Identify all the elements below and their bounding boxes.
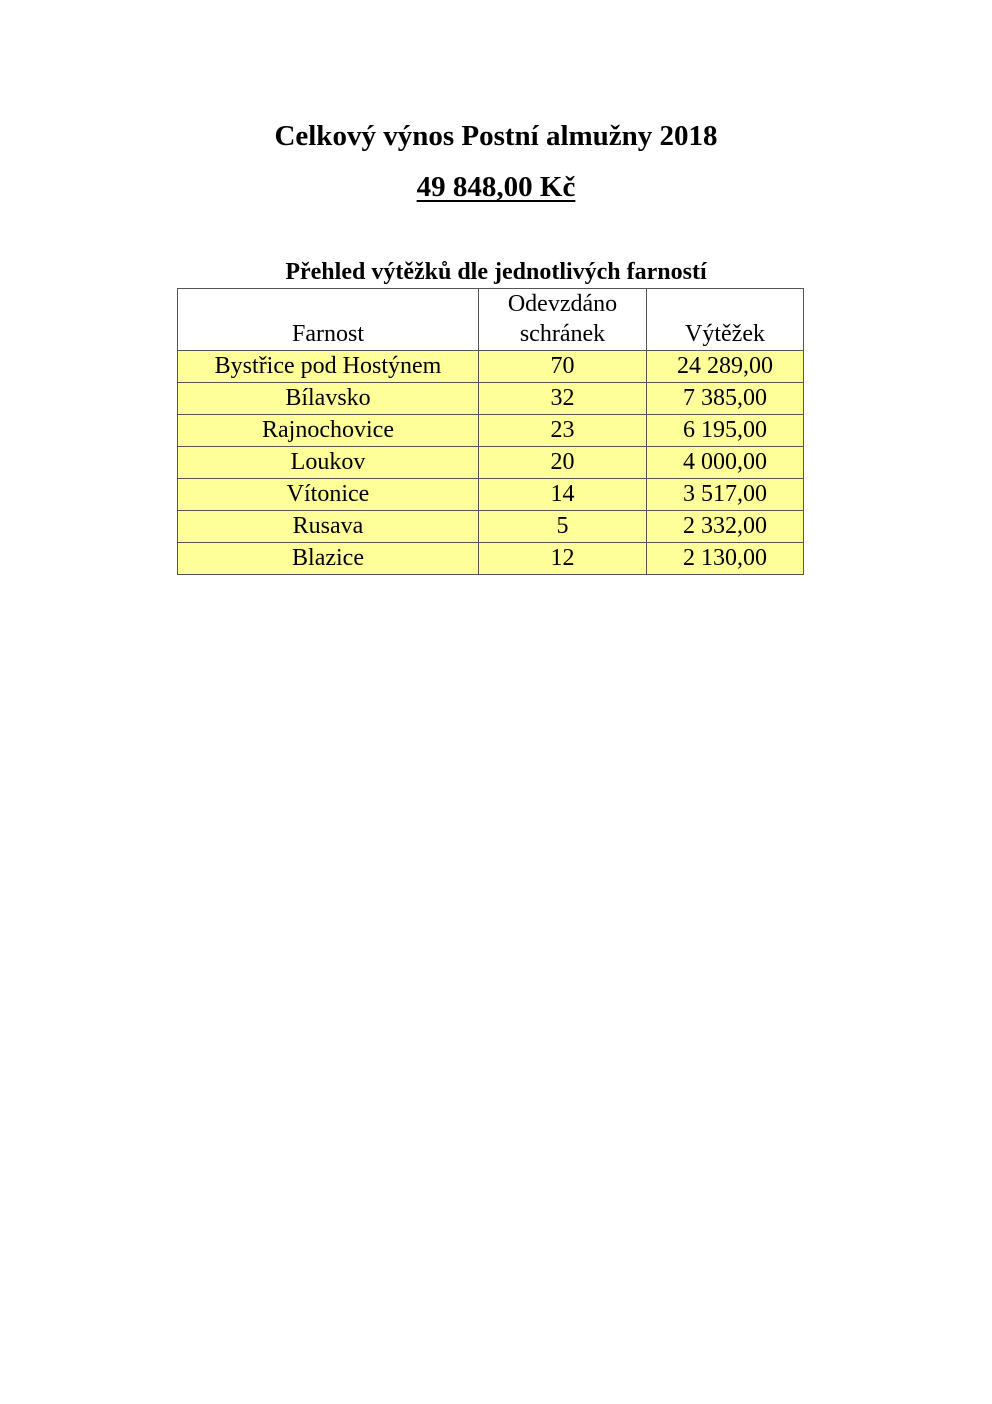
cell-schranek: 14	[479, 479, 647, 511]
column-header-farnost	[178, 289, 479, 351]
cell-schranek: 32	[479, 383, 647, 415]
table-row	[178, 415, 804, 447]
cell-vytezek: 24 289,00	[647, 351, 804, 383]
table-row	[178, 543, 804, 575]
column-header-schranek-line2: schránek	[519, 321, 606, 347]
cell-schranek: 23	[479, 415, 647, 447]
cell-farnost: Rajnochovice	[178, 415, 479, 447]
cell-farnost: Rusava	[178, 511, 479, 543]
cell-schranek: 12	[479, 543, 647, 575]
cell-vytezek: 2 332,00	[647, 511, 804, 543]
table-row	[178, 479, 804, 511]
column-header-vytezek-label: Výtěžek	[685, 321, 765, 347]
cell-vytezek: 4 000,00	[647, 447, 804, 479]
column-header-odevzdano-schranek	[479, 289, 647, 351]
table-row	[178, 511, 804, 543]
cell-vytezek: 3 517,00	[647, 479, 804, 511]
table-caption: Přehled výtěžků dle jednotlivých farností	[285, 259, 707, 285]
page-title: Celkový výnos Postní almužny 2018	[274, 120, 718, 152]
table-body	[178, 351, 804, 575]
cell-farnost: Bílavsko	[178, 383, 479, 415]
total-amount: 49 848,00 Kč	[416, 171, 576, 203]
table-header-row	[178, 289, 804, 351]
table-header	[178, 289, 804, 351]
cell-farnost: Loukov	[178, 447, 479, 479]
cell-schranek: 5	[479, 511, 647, 543]
column-header-farnost-label: Farnost	[292, 321, 364, 347]
cell-vytezek: 2 130,00	[647, 543, 804, 575]
cell-schranek: 20	[479, 447, 647, 479]
column-header-vytezek	[647, 289, 804, 351]
cell-vytezek: 6 195,00	[647, 415, 804, 447]
column-header-schranek-line1: Odevzdáno	[507, 291, 618, 317]
parish-yield-table	[177, 288, 804, 575]
cell-vytezek: 7 385,00	[647, 383, 804, 415]
cell-farnost: Vítonice	[178, 479, 479, 511]
table-row	[178, 383, 804, 415]
table-row	[178, 447, 804, 479]
cell-farnost: Blazice	[178, 543, 479, 575]
cell-farnost: Bystřice pod Hostýnem	[178, 351, 479, 383]
table-row	[178, 351, 804, 383]
cell-schranek: 70	[479, 351, 647, 383]
